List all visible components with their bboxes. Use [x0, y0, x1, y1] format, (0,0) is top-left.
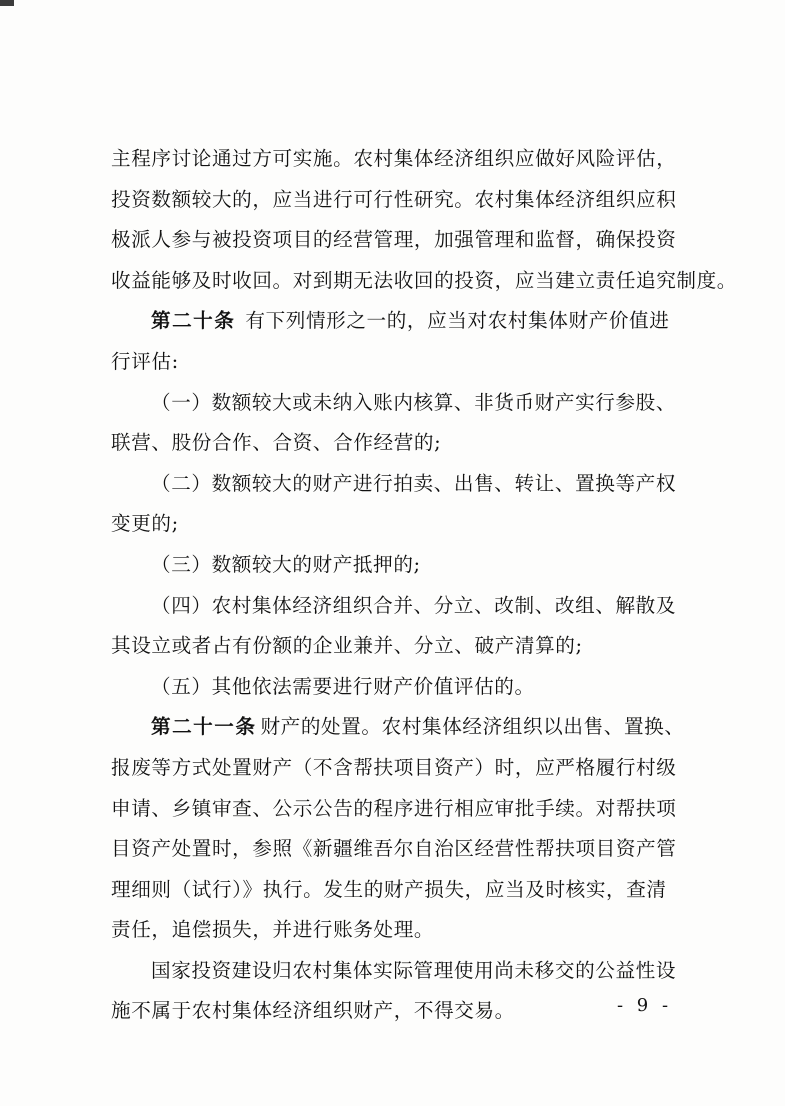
list-item-continuation: 变更的; — [111, 512, 179, 536]
article-20-first-line — [111, 301, 691, 342]
list-item: （三）数额较大的财产抵押的; — [151, 552, 421, 576]
text-line: 施不属于农村集体经济组织财产，不得交易。 — [111, 999, 515, 1023]
text-line: 国家投资建设归农村集体实际管理使用尚未移交的公益性设 — [151, 958, 677, 982]
text-line: 极派人参与被投资项目的经营管理，加强管理和监督，确保投资 — [111, 228, 677, 252]
scan-corner-mark — [0, 0, 14, 6]
document-body — [111, 139, 738, 1032]
page-number: - 9 - — [617, 995, 673, 1016]
text-line: 行评估: — [111, 349, 179, 373]
text-line: 理细则（试行）》执行。发生的财产损失，应当及时核实，查清 — [111, 877, 667, 901]
text-line: 报废等方式处置财产（不含帮扶项目资产）时，应严格履行村级 — [111, 755, 677, 779]
list-item-continuation: 其设立或者占有份额的企业兼并、分立、破产清算的; — [111, 634, 583, 658]
list-item: （二）数额较大的财产进行拍卖、出售、转让、置换等产权 — [151, 471, 677, 495]
text-line: 目资产处置时，参照《新疆维吾尔自治区经营性帮扶项目资产管 — [111, 837, 677, 861]
text-line: 收益能够及时收回。对到期无法收回的投资，应当建立责任追究制度。 — [111, 268, 738, 292]
text-line: 责任，追偿损失，并进行账务处理。 — [111, 918, 435, 942]
list-item: （五）其他依法需要进行财产价值评估的。 — [151, 674, 535, 698]
text-line: 申请、乡镇审查、公示公告的程序进行相应审批手续。对帮扶项 — [111, 796, 677, 820]
list-item: （一）数额较大或未纳入账内核算、非货币财产实行参股、 — [151, 390, 677, 414]
article-21-text: 财产的处置。农村集体经济组织以出售、置换、 — [260, 715, 685, 739]
text-line: 主程序讨论通过方可实施。农村集体经济组织应做好风险评估， — [111, 147, 677, 170]
list-item-continuation: 联营、股份合作、合资、合作经营的; — [111, 431, 442, 455]
article-20-intro: 有下列情形之一的，应当对农村集体财产价值进 — [245, 309, 670, 333]
article-21-first-line — [111, 707, 691, 748]
list-item: （四）农村集体经济组织合并、分立、改制、改组、解散及 — [151, 593, 677, 617]
article-21-heading: 第二十一条 — [151, 715, 257, 739]
text-line: 投资数额较大的，应当进行可行性研究。农村集体经济组织应积 — [111, 187, 677, 211]
article-20-heading: 第二十条 — [151, 309, 236, 333]
